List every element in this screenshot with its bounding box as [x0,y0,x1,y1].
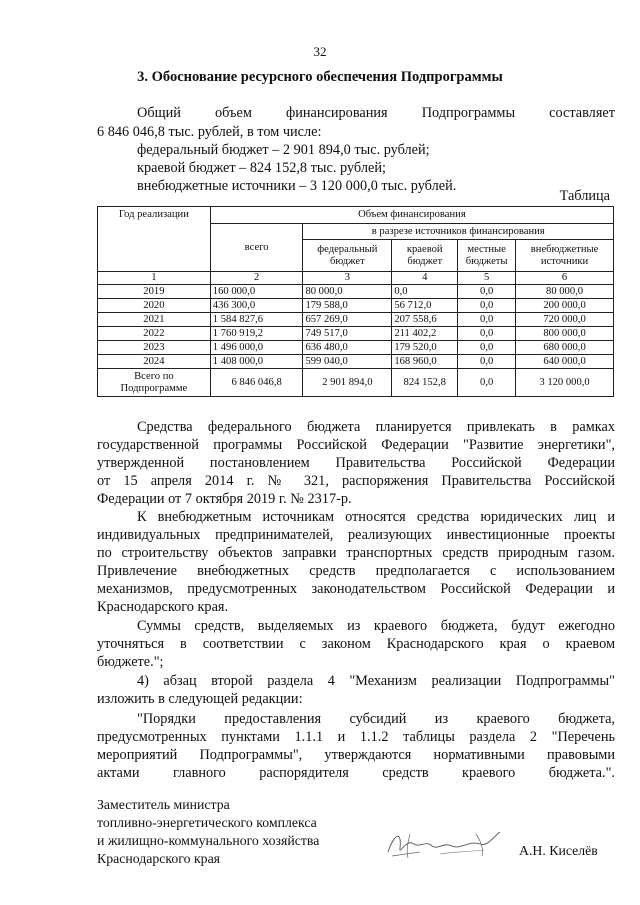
p1-line: от 15 апреля 2014 г. № 321, распоряжения Правительства Российской [97,473,615,489]
financing-table [97,206,614,397]
p1-line: Федерации от 7 октября 2019 г. № 2317-р. [97,491,352,507]
section-heading: 3. Обоснование ресурсного обеспечения Подпрограммы [137,69,503,85]
intro-federal: федеральный бюджет – 2 901 894,0 тыс. рублей; [137,142,430,158]
handwritten-signature [380,822,520,866]
p3-line: уточняться в соответствии с законом Краснодарского края о краевом [97,636,615,652]
cell-federal: 636 480,0 [303,341,392,355]
column-number: 2 [210,272,303,285]
table-row [98,313,614,327]
header-local: местные бюджеты [458,240,516,272]
page-number: 32 [313,44,327,59]
cell-total: 1 496 000,0 [210,341,303,355]
cell-regional: 168 960,0 [392,355,458,369]
cell-local: 0,0 [458,285,516,299]
cell-total: 1 760 919,2 [210,327,303,341]
signatory-title-line: топливно-энергетического комплекса [97,815,317,830]
header-regional: краевой бюджет [392,240,458,272]
column-number: 6 [516,272,614,285]
cell-offbudget: 800 000,0 [516,327,614,341]
cell-offbudget: 3 120 000,0 [516,369,614,397]
cell-year: Всего по Подпрограмме [98,369,211,397]
intro-regional: краевой бюджет – 824 152,8 тыс. рублей; [137,160,386,176]
cell-total: 6 846 046,8 [210,369,303,397]
cell-offbudget: 80 000,0 [516,285,614,299]
cell-year: 2024 [98,355,211,369]
cell-federal: 749 517,0 [303,327,392,341]
header-year: Год реализации [98,207,211,272]
cell-year: 2019 [98,285,211,299]
p3-line: Суммы средств, выделяемых из краевого бюджета, будут ежегодно [137,618,615,634]
cell-local: 0,0 [458,355,516,369]
p1-line: утвержденной постановлением Правительства Российской Федерации [97,455,615,471]
cell-regional: 179 520,0 [392,341,458,355]
table-row [98,355,614,369]
p5-line: предусмотренных пунктами 1.1.1 и 1.1.2 таблицы раздела 2 "Перечень [97,729,615,745]
cell-local: 0,0 [458,327,516,341]
table-row [98,285,614,299]
cell-regional: 207 558,6 [392,313,458,327]
cell-regional: 56 712,0 [392,299,458,313]
cell-federal: 179 588,0 [303,299,392,313]
header-total: всего [210,224,303,272]
p1-line: государственной программы Российской Федерации "Развитие энергетики", [97,437,615,453]
cell-total: 1 408 000,0 [210,355,303,369]
intro-word: объем [215,105,252,121]
cell-offbudget: 640 000,0 [516,355,614,369]
p4-line: изложить в следующей редакции: [97,691,303,707]
cell-federal: 657 269,0 [303,313,392,327]
cell-regional: 211 402,2 [392,327,458,341]
table-row [98,299,614,313]
p2-line: индивидуальных предпринимателей, реализующих инвестиционные проекты [97,527,615,543]
intro-word: Подпрограммы [421,105,516,121]
cell-offbudget: 680 000,0 [516,341,614,355]
column-number: 3 [303,272,392,285]
p2-line: по строительству объектов заправки транспортных средств природным газом. [97,545,615,561]
column-number: 5 [458,272,516,285]
intro-line-1 [137,104,615,123]
cell-year: 2022 [98,327,211,341]
cell-year: 2021 [98,313,211,327]
header-volume: Объем финансирования [210,207,613,224]
table-caption: Таблица [559,188,610,204]
table-total-row [98,369,614,397]
p1-line: Средства федерального бюджета планируется привлекать в рамках [137,419,615,435]
p2-line: К внебюджетным источникам относятся средства юридических лиц и [137,509,615,525]
header-federal: федеральный бюджет [303,240,392,272]
table-row [98,327,614,341]
cell-local: 0,0 [458,341,516,355]
p2-line: Краснодарского края. [97,599,229,615]
column-number: 1 [98,272,211,285]
p2-line: Привлечение внебюджетных средств предполагается с использованием [97,563,615,579]
p2-line: механизмов, предусмотренных законодательством Российской Федерации и [97,581,615,597]
intro-word: составляет [549,105,615,121]
signatory-title-line: Заместитель министра [97,797,230,812]
column-number: 4 [392,272,458,285]
p5-line: мероприятий Подпрограммы", утверждаются нормативными правовыми [97,747,615,763]
column-numbers-row [98,272,614,285]
cell-local: 0,0 [458,313,516,327]
cell-federal: 80 000,0 [303,285,392,299]
signatory-title-line: и жилищно-коммунального хозяйства [97,833,320,848]
cell-federal: 2 901 894,0 [303,369,392,397]
cell-regional: 824 152,8 [392,369,458,397]
p5-line: "Порядки предоставления субсидий из краевого бюджета, [137,711,615,727]
intro-line-2: 6 846 046,8 тыс. рублей, в том числе: [97,124,322,140]
intro-word: финансирования [285,105,388,121]
cell-local: 0,0 [458,369,516,397]
p4-line: 4) абзац второй раздела 4 "Механизм реализации Подпрограммы" [137,673,615,689]
header-by-source: в разрезе источников финансирования [303,224,614,240]
cell-total: 436 300,0 [210,299,303,313]
header-offbudget: внебюджетные источники [516,240,614,272]
intro-word: Общий [137,105,181,121]
table-row [98,341,614,355]
signatory-title-line: Краснодарского края [97,851,221,866]
cell-offbudget: 720 000,0 [516,313,614,327]
cell-regional: 0,0 [392,285,458,299]
cell-year: 2023 [98,341,211,355]
cell-federal: 599 040,0 [303,355,392,369]
cell-total: 1 584 827,6 [210,313,303,327]
signatory-name: А.Н. Киселёв [519,843,598,858]
intro-offbudget: внебюджетные источники – 3 120 000,0 тыс. рублей. [137,178,457,194]
p5-line: актами главного распорядителя средств краевого бюджета.". [97,765,615,781]
cell-local: 0,0 [458,299,516,313]
p3-line: бюджете."; [97,654,164,670]
cell-total: 160 000,0 [210,285,303,299]
cell-offbudget: 200 000,0 [516,299,614,313]
cell-year: 2020 [98,299,211,313]
